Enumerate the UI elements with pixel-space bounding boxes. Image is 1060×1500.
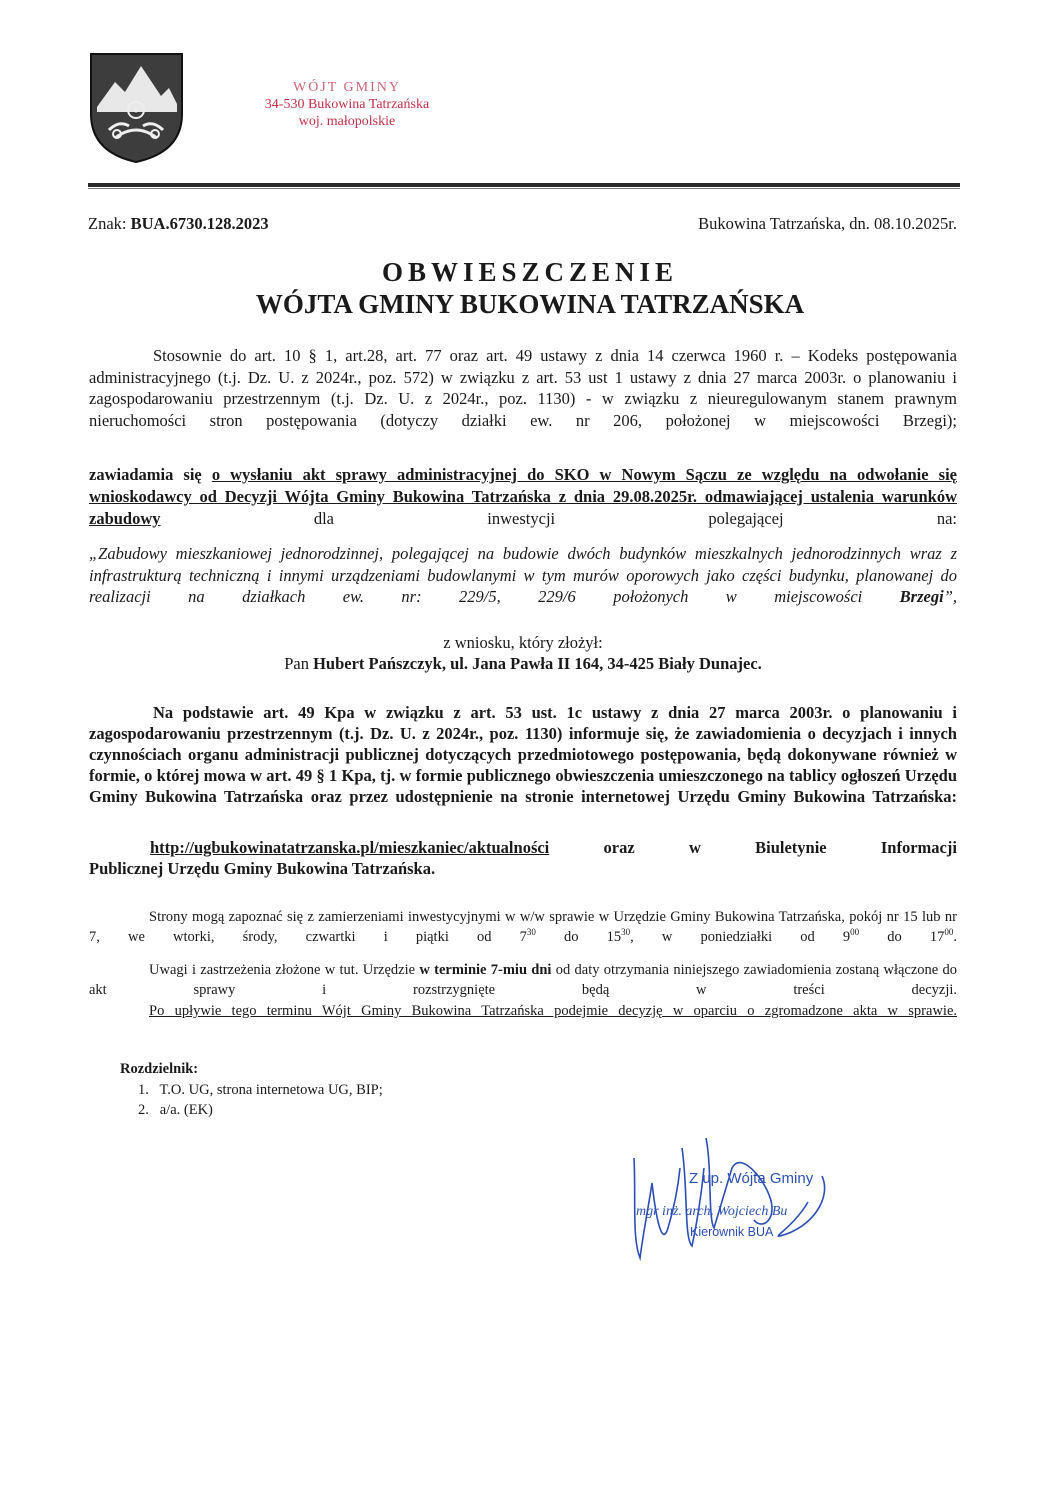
url-tail-1: oraz — [603, 838, 635, 857]
hours-2: do 15 — [535, 928, 622, 945]
time-sup-1: 30 — [526, 926, 536, 937]
distribution-heading: Rozdzielnik: — [120, 1061, 199, 1077]
time-sup-2: 30 — [621, 926, 631, 937]
hours-4: do 17 — [859, 928, 945, 945]
legal-notice: Na podstawie art. 49 Kpa w związku z art. 53 ust. 1c ustawy z dnia 27 marca 2003r. o planowaniu i zagospodarowaniu przestrzennym (t.j. Dz. U. z 2024r., poz. 1130) informuje się, że zawiadomienia o decyzjach i innych czynnościach organu administracji publicznej dotyczących przedmiotowego postępowania, będą dokonywane również w formie, o której mowa w art. 49 § 1 Kpa, tj. w formie publicznego obwieszczenia umieszczonego na tablicy ogłoszeń Urzędu Gminy Bukowina Tatrzańska oraz przez udostępnienie na stronie internetowej Urzędu Gminy Bukowina Tatrzańska: — [89, 703, 957, 806]
url-tail-2: w — [688, 838, 701, 857]
distribution-item-text: a/a. (EK) — [159, 1102, 213, 1118]
hours-3: , w poniedziałki od 9 — [630, 928, 851, 945]
reference-number — [88, 214, 269, 234]
signature-line-2: mgr inż. arch. Wojciech Bu — [636, 1204, 788, 1219]
handwritten-signature — [622, 1128, 862, 1273]
distribution-item-num: 2. — [138, 1102, 149, 1118]
header-divider — [88, 183, 960, 187]
hours-5: . — [953, 928, 958, 945]
stamp-line-2: 34-530 Bukowina Tatrzańska — [264, 97, 430, 112]
url-line — [150, 838, 957, 858]
after-term-paragraph: Po upływie tego terminu Wójt Gminy Bukowina Tatrzańska podejmie decyzję w oparciu o zgromadzone akta w sprawie. — [149, 1003, 957, 1019]
reference-label: Znak: — [88, 214, 127, 233]
url-tail-3: Biuletynie — [755, 838, 827, 857]
applicant-prefix: Pan — [284, 654, 309, 673]
hours-1: Strony mogą zapoznać się z zamierzeniami inwestycyjnymi w w/w sprawie w Urzędzie Gminy Bukowina Tatrzańska, pokój nr 15 lub nr 7, we wtorki, środy, czwartki i piątki od 7 — [89, 909, 957, 945]
office-hours — [89, 908, 957, 967]
place-and-date: Bukowina Tatrzańska, dn. 08.10.2025r. — [698, 214, 957, 233]
investment-end: ”, — [943, 587, 957, 606]
distribution-item — [138, 1082, 383, 1099]
notice-underlined: o wysłaniu akt sprawy administracyjnej do SKO w Nowym Sączu ze względu na odwołanie się wnioskodawcy od Decyzji Wójta Gminy Bukowina Tatrzańska z dnia 29.08.2025r. odmawiającej ustalenia warunków zabudowy — [89, 465, 957, 528]
notice-paragraph — [89, 464, 957, 552]
remarks-1: Uwagi i zastrzeżenia złożone w tut. Urzędzie — [149, 962, 416, 978]
applicant-intro: z wniosku, który złożył: — [443, 633, 603, 652]
intro-paragraph: Stosownie do art. 10 § 1, art.28, art. 77 oraz art. 49 ustawy z dnia 14 czerwca 1960 r. – Kodeks postępowania administracyjnego (t.j. Dz. U. z 2024r., poz. 572) w związku z art. 53 ust 1 ustawy z dnia 27 marca 2003r. o planowaniu i zagospodarowaniu przestrzennym (t.j. Dz. U. z 2024r., poz. 1130) - w związku z nieuregulowanym stanem prawnym nieruchomości stron postępowania (dotyczy działki ew. nr 206, położonej w miejscowości Brzegi); — [89, 346, 957, 430]
time-sup-4: 00 — [944, 926, 954, 937]
distribution-item-text: T.O. UG, strona internetowa UG, BIP; — [159, 1082, 383, 1098]
applicant-line — [89, 653, 957, 674]
distribution-item-num: 1. — [138, 1082, 149, 1098]
header-divider-thin — [88, 188, 960, 189]
applicant-name: Hubert Pańszczyk, ul. Jana Pawła II 164, 34-425 Biały Dunajec. — [313, 654, 762, 673]
stamp-line-1: WÓJT GMINY — [292, 80, 401, 95]
investment-place: Brzegi — [899, 587, 944, 606]
document-subtitle: WÓJTA GMINY BUKOWINA TATRZAŃSKA — [255, 289, 805, 319]
coat-of-arms-icon — [89, 52, 184, 164]
notice-tail: dla inwestycji polegającej na: — [313, 509, 958, 528]
remarks-deadline: w terminie 7-miu dni — [419, 962, 552, 978]
signature-line-1: Z up. Wójta Gminy — [689, 1170, 814, 1187]
legal-notice-end: Publicznej Urzędu Gminy Bukowina Tatrzańska. — [89, 859, 436, 878]
url-tail-4: Informacji — [880, 838, 957, 857]
website-link[interactable]: http://ugbukowinatatrzanska.pl/mieszkaniec/aktualności — [150, 838, 550, 857]
signature-line-3: Kierownik BUA — [690, 1225, 774, 1239]
remarks-2: od daty otrzymania niniejszego zawiadomienia zostaną włączone do akt sprawy i rozstrzygnięte będą w treści decyzji. — [89, 962, 958, 998]
stamp-line-3: woj. małopolskie — [298, 114, 396, 129]
notice-lead: zawiadamia się — [89, 465, 202, 484]
distribution-item — [138, 1102, 213, 1119]
document-title: OBWIESZCZENIE — [381, 257, 679, 287]
reference-value: BUA.6730.128.2023 — [130, 214, 269, 233]
time-sup-3: 00 — [850, 926, 860, 937]
investment-description — [89, 543, 957, 629]
investment-text: „Zabudowy mieszkaniowej jednorodzinnej, polegającej na budowie dwóch budynków mieszkalnych jednorodzinnych wraz z infrastrukturą techniczną i innymi urządzeniami budowlanymi w tym murów oporowych jako części budynku, planowanej do realizacji na działkach ew. nr: 229/5, 229/6 położonych w miejscowości — [89, 544, 957, 606]
